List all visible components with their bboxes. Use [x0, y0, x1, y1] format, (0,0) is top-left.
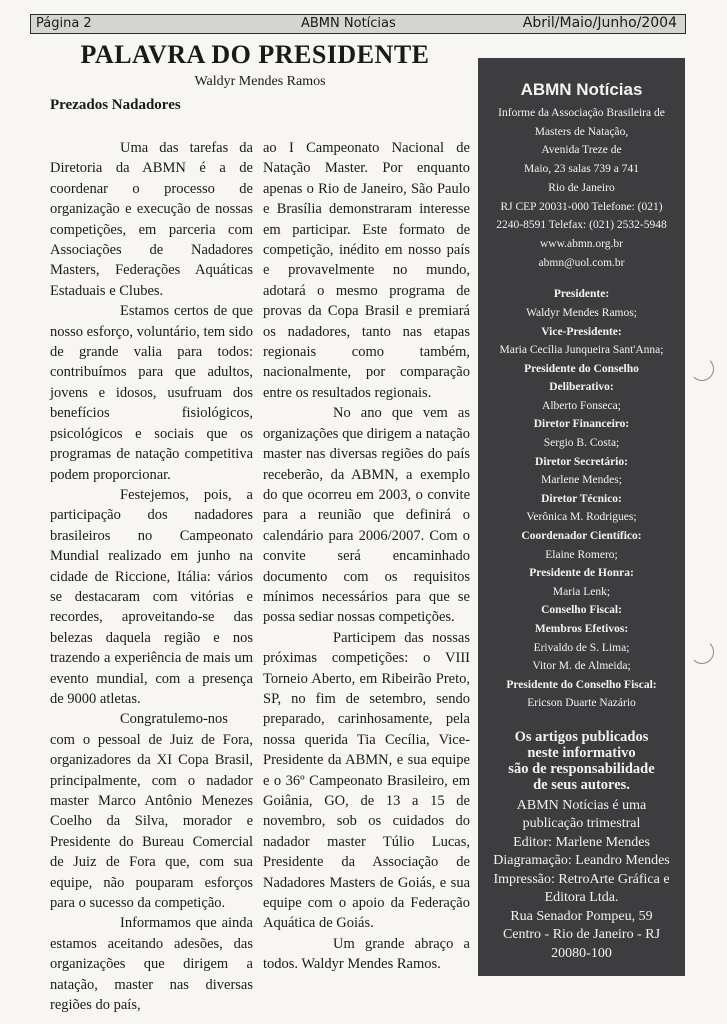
contact-line: 2240-8591 Telefax: (021) 2532-5948 — [496, 219, 667, 232]
staff-line: Diretor Secretário: — [535, 455, 628, 468]
article-column-middle — [263, 138, 470, 975]
contact-line: Maio, 23 salas 739 a 741 — [524, 163, 639, 176]
staff-line: Conselho Fiscal: — [541, 604, 622, 617]
staff-line: Erivaldo de S. Lima; — [533, 641, 630, 654]
contact-line: RJ CEP 20031-000 Telefone: (021) — [500, 200, 663, 213]
credit-line: Diagramação: Leandro Mendes — [493, 853, 670, 869]
paragraph: Uma das tarefas da Diretoria da ABMN é a de coordenar o processo de organização e execução de nossas competições, em parceria com Associações de Nadadores Masters, Federações Aquáticas Estaduais e Clubes. — [50, 140, 253, 299]
credit-line: Centro - Rio de Janeiro - RJ — [502, 927, 661, 943]
credit-line: ABMN Notícias é uma — [516, 797, 647, 813]
staff-line: Membros Efetivos: — [534, 623, 629, 636]
masthead-staff-list — [484, 285, 679, 713]
staff-line: Ericson Duarte Nazário — [527, 697, 636, 710]
note-line: Os artigos publicados — [514, 728, 649, 745]
staff-line: Alberto Fonseca; — [542, 399, 621, 412]
credit-line: Editor: Marlene Mendes — [513, 834, 650, 850]
contact-line: Avenida Treze de — [541, 144, 622, 157]
contact-line: Informe da Associação Brasileira de — [498, 107, 665, 119]
staff-line: Waldyr Mendes Ramos; — [526, 306, 637, 319]
staff-line: Diretor Técnico: — [541, 492, 622, 505]
staff-line: Presidente: — [553, 288, 610, 301]
contact-line: abmn@uol.com.br — [538, 256, 625, 269]
credit-line: Editora Ltda. — [544, 890, 619, 906]
staff-line: Presidente de Honra: — [529, 567, 634, 580]
staff-line: Elaine Romero; — [545, 548, 618, 561]
staff-line: Maria Lenk; — [552, 585, 611, 598]
staff-line: Vitor M. de Almeida; — [532, 660, 631, 673]
paragraph: Informamos que ainda estamos aceitando adesões, das organizações que dirigem a natação, master nas diversas regiões do país, — [50, 915, 253, 1014]
disclaimer-note — [484, 729, 679, 793]
publication-credits — [484, 797, 679, 964]
paragraph: ao I Campeonato Nacional de Natação Master. Por enquanto apenas o Rio de Janeiro, São Paulo e Brasília demonstraram interesse em participar. Este formato de competição, inédito em nosso país e provavelmente no mundo, adotará o mesmo programa de provas da Copa Brasil e premiará os nadadores, tanto nas etapas regionais como também, nacionalmente, por comparação entre os resultados regionais. — [263, 140, 470, 401]
publication-name: ABMN Notícias — [301, 16, 396, 31]
staff-line: Diretor Financeiro: — [533, 418, 630, 431]
staff-line: Sergio B. Costa; — [543, 437, 620, 450]
article-column-left — [50, 138, 253, 1015]
staff-line: Verônica M. Rodrigues; — [526, 511, 637, 524]
staff-line: Presidente do Conselho Fiscal: — [506, 678, 657, 691]
credit-line: Impressão: RetroArte Gráfica e — [493, 871, 670, 887]
masthead-sidebar — [478, 58, 685, 976]
note-line: de seus autores. — [533, 776, 630, 793]
staff-line: Coordenador Científico: — [521, 530, 642, 543]
article-title: PALAVRA DO PRESIDENTE — [80, 40, 430, 69]
contact-line: Masters de Natação, — [534, 125, 629, 138]
credit-line: Rua Senador Pompeu, 59 — [510, 908, 653, 924]
paragraph: Participem das nossas próximas competições: o VIII Torneio Aberto, em Ribeirão Preto, SP, no fim de setembro, sendo preparado, carinhosamente, pela nossa querida Tia Cecília, Vice-Presidente da ABMN, e sua equipe e o 36º Campeonato Brasileiro, em Goiânia, GO, de 13 a 15 de novembro, sob os cuidados do nadador master Túlio Lucas, Presidente da Associação de Nadadores Masters de Goiás, e sua equipe com o apoio da Federação Aquática de Goiás. — [263, 629, 470, 932]
page-header — [30, 14, 686, 34]
article-greeting: Prezados Nadadores — [50, 97, 181, 113]
masthead-contact-info — [484, 104, 679, 272]
paragraph: No ano que vem as organizações que dirigem a natação master nas diversas regiões do país receberão, da ABMN, a exemplo do que ocorreu em 2003, o convite para a reunião que definirá o calendário para 2006/2007. Com o convite será encaminhado documento com os requisitos mínimos necessários para que se possa sediar nossas competições. — [263, 405, 470, 626]
binder-hole-mark — [690, 357, 714, 381]
binder-hole-mark — [690, 640, 714, 664]
paragraph: Congratulemo-nos com o pessoal de Juiz de Fora, organizadores da XI Copa Brasil, principalmente, com o nadador master Marco Antônio Menezes Coelho da Silva, morador e Presidente do Bureau Comercial de Juiz de Fora que, com sua equipe, não pouparam esforços para o sucesso da competição. — [50, 711, 253, 912]
staff-line: Maria Cecília Junqueira Sant'Anna; — [499, 344, 664, 357]
issue-date: Abril/Maio/Junho/2004 — [522, 15, 677, 31]
note-line: são de responsabilidade — [508, 760, 655, 777]
contact-line: Rio de Janeiro — [548, 181, 615, 194]
paragraph: Um grande abraço a todos. Waldyr Mendes Ramos. — [263, 935, 470, 973]
page-number: Página 2 — [36, 16, 92, 31]
paragraph: Estamos certos de que nosso esforço, voluntário, tem sido de grande valia para todos: contribuímos para que adultos, jovens e idosos, usufruam dos benefícios fisiológicos, psicológicos e sociais que os programas de natação competitiva podem proporcionar. — [50, 303, 253, 483]
article-author: Waldyr Mendes Ramos — [194, 74, 326, 89]
staff-line: Marlene Mendes; — [541, 474, 622, 487]
paragraph: Festejemos, pois, a participação dos nadadores brasileiros no Campeonato Mundial realizado em junho na cidade de Riccione, Itália: vários se destacaram com vitórias e recordes, aproveitando-se das belezas daquela região e nos trazendo a experiência de mais um evento mundial, com a presença de 9000 atletas. — [50, 486, 253, 707]
note-line: neste informativo — [527, 744, 636, 761]
staff-line: Deliberativo: — [549, 381, 614, 394]
staff-line: Presidente do Conselho — [524, 362, 639, 375]
masthead-title: ABMN Notícias — [520, 80, 643, 99]
staff-line: Vice-Presidente: — [541, 325, 622, 338]
credit-line: 20080-100 — [551, 945, 612, 961]
credit-line: publicação trimestral — [522, 816, 641, 832]
contact-line: www.abmn.org.br — [539, 237, 624, 250]
